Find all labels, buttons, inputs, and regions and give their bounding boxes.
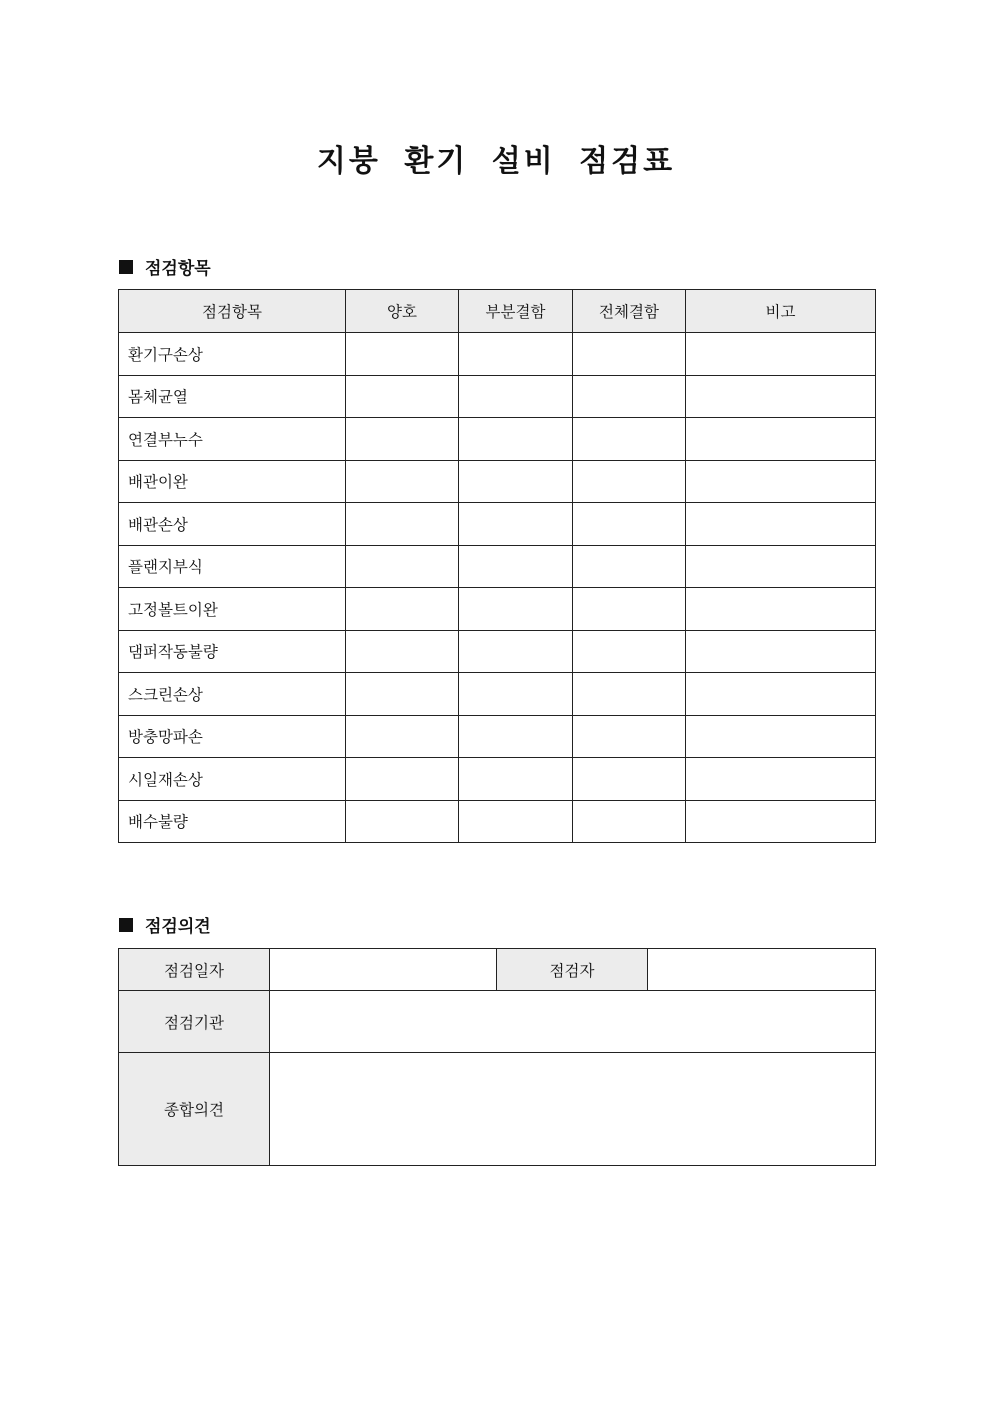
opinion-heading [119, 912, 211, 937]
partial-defect-cell[interactable] [459, 715, 573, 758]
total-defect-cell[interactable] [573, 630, 686, 673]
good-cell[interactable] [346, 418, 459, 461]
column-header-remarks: 비고 [686, 290, 876, 333]
total-defect-cell[interactable] [573, 673, 686, 716]
column-header-partial-defect: 부분결함 [459, 290, 573, 333]
inspection-items-table [118, 289, 876, 843]
table-row [119, 588, 876, 631]
table-row [119, 503, 876, 546]
good-cell[interactable] [346, 460, 459, 503]
table-row [119, 991, 876, 1053]
total-defect-cell[interactable] [573, 333, 686, 376]
total-defect-cell[interactable] [573, 715, 686, 758]
remarks-cell[interactable] [686, 588, 876, 631]
inspection-item-name: 환기구손상 [119, 333, 346, 376]
inspection-item-name: 배수불량 [119, 800, 346, 843]
remarks-cell[interactable] [686, 630, 876, 673]
table-row [119, 630, 876, 673]
partial-defect-cell[interactable] [459, 588, 573, 631]
good-cell[interactable] [346, 630, 459, 673]
square-bullet-icon [119, 260, 133, 274]
column-header-item: 점검항목 [119, 290, 346, 333]
date-field[interactable] [270, 949, 497, 991]
good-cell[interactable] [346, 333, 459, 376]
partial-defect-cell[interactable] [459, 333, 573, 376]
total-defect-cell[interactable] [573, 758, 686, 801]
remarks-cell[interactable] [686, 715, 876, 758]
good-cell[interactable] [346, 588, 459, 631]
total-defect-cell[interactable] [573, 800, 686, 843]
good-cell[interactable] [346, 545, 459, 588]
partial-defect-cell[interactable] [459, 545, 573, 588]
opinion-heading-label: 점검의견 [145, 917, 211, 937]
column-header-good: 양호 [346, 290, 459, 333]
table-header-row [119, 290, 876, 333]
partial-defect-cell[interactable] [459, 460, 573, 503]
table-row [119, 333, 876, 376]
remarks-cell[interactable] [686, 545, 876, 588]
agency-field[interactable] [270, 991, 876, 1053]
total-defect-cell[interactable] [573, 545, 686, 588]
remarks-cell[interactable] [686, 460, 876, 503]
table-row [119, 545, 876, 588]
table-row [119, 715, 876, 758]
good-cell[interactable] [346, 503, 459, 546]
remarks-cell[interactable] [686, 503, 876, 546]
remarks-cell[interactable] [686, 375, 876, 418]
remarks-cell[interactable] [686, 673, 876, 716]
total-defect-cell[interactable] [573, 418, 686, 461]
date-label: 점검일자 [119, 949, 270, 991]
partial-defect-cell[interactable] [459, 375, 573, 418]
good-cell[interactable] [346, 673, 459, 716]
table-row [119, 460, 876, 503]
overall-opinion-field[interactable] [270, 1053, 876, 1166]
inspection-item-name: 스크린손상 [119, 673, 346, 716]
inspector-field[interactable] [648, 949, 876, 991]
agency-label: 점검기관 [119, 991, 270, 1053]
partial-defect-cell[interactable] [459, 503, 573, 546]
opinion-table [118, 948, 876, 1166]
inspection-item-name: 배관손상 [119, 503, 346, 546]
inspector-label: 점검자 [497, 949, 648, 991]
inspection-item-name: 몸체균열 [119, 375, 346, 418]
partial-defect-cell[interactable] [459, 673, 573, 716]
table-row [119, 949, 876, 991]
column-header-total-defect: 전체결함 [573, 290, 686, 333]
document-title: 지붕 환기 설비 점검표 [316, 144, 676, 179]
inspection-item-name: 방충망파손 [119, 715, 346, 758]
partial-defect-cell[interactable] [459, 630, 573, 673]
table-row [119, 1053, 876, 1166]
table-row [119, 418, 876, 461]
inspection-item-name: 댐퍼작동불량 [119, 630, 346, 673]
good-cell[interactable] [346, 800, 459, 843]
total-defect-cell[interactable] [573, 503, 686, 546]
good-cell[interactable] [346, 375, 459, 418]
table-row [119, 758, 876, 801]
partial-defect-cell[interactable] [459, 758, 573, 801]
inspection-item-name: 배관이완 [119, 460, 346, 503]
table-row [119, 673, 876, 716]
table-row [119, 375, 876, 418]
remarks-cell[interactable] [686, 333, 876, 376]
inspection-item-name: 플랜지부식 [119, 545, 346, 588]
partial-defect-cell[interactable] [459, 418, 573, 461]
remarks-cell[interactable] [686, 800, 876, 843]
good-cell[interactable] [346, 715, 459, 758]
total-defect-cell[interactable] [573, 460, 686, 503]
total-defect-cell[interactable] [573, 375, 686, 418]
square-bullet-icon [119, 918, 133, 932]
table-row [119, 800, 876, 843]
total-defect-cell[interactable] [573, 588, 686, 631]
inspection-item-name: 고정볼트이완 [119, 588, 346, 631]
inspection-items-heading [119, 254, 211, 279]
overall-opinion-label: 종합의견 [119, 1053, 270, 1166]
remarks-cell[interactable] [686, 758, 876, 801]
inspection-item-name: 시일재손상 [119, 758, 346, 801]
remarks-cell[interactable] [686, 418, 876, 461]
good-cell[interactable] [346, 758, 459, 801]
inspection-item-name: 연결부누수 [119, 418, 346, 461]
partial-defect-cell[interactable] [459, 800, 573, 843]
inspection-items-heading-label: 점검항목 [145, 259, 211, 279]
